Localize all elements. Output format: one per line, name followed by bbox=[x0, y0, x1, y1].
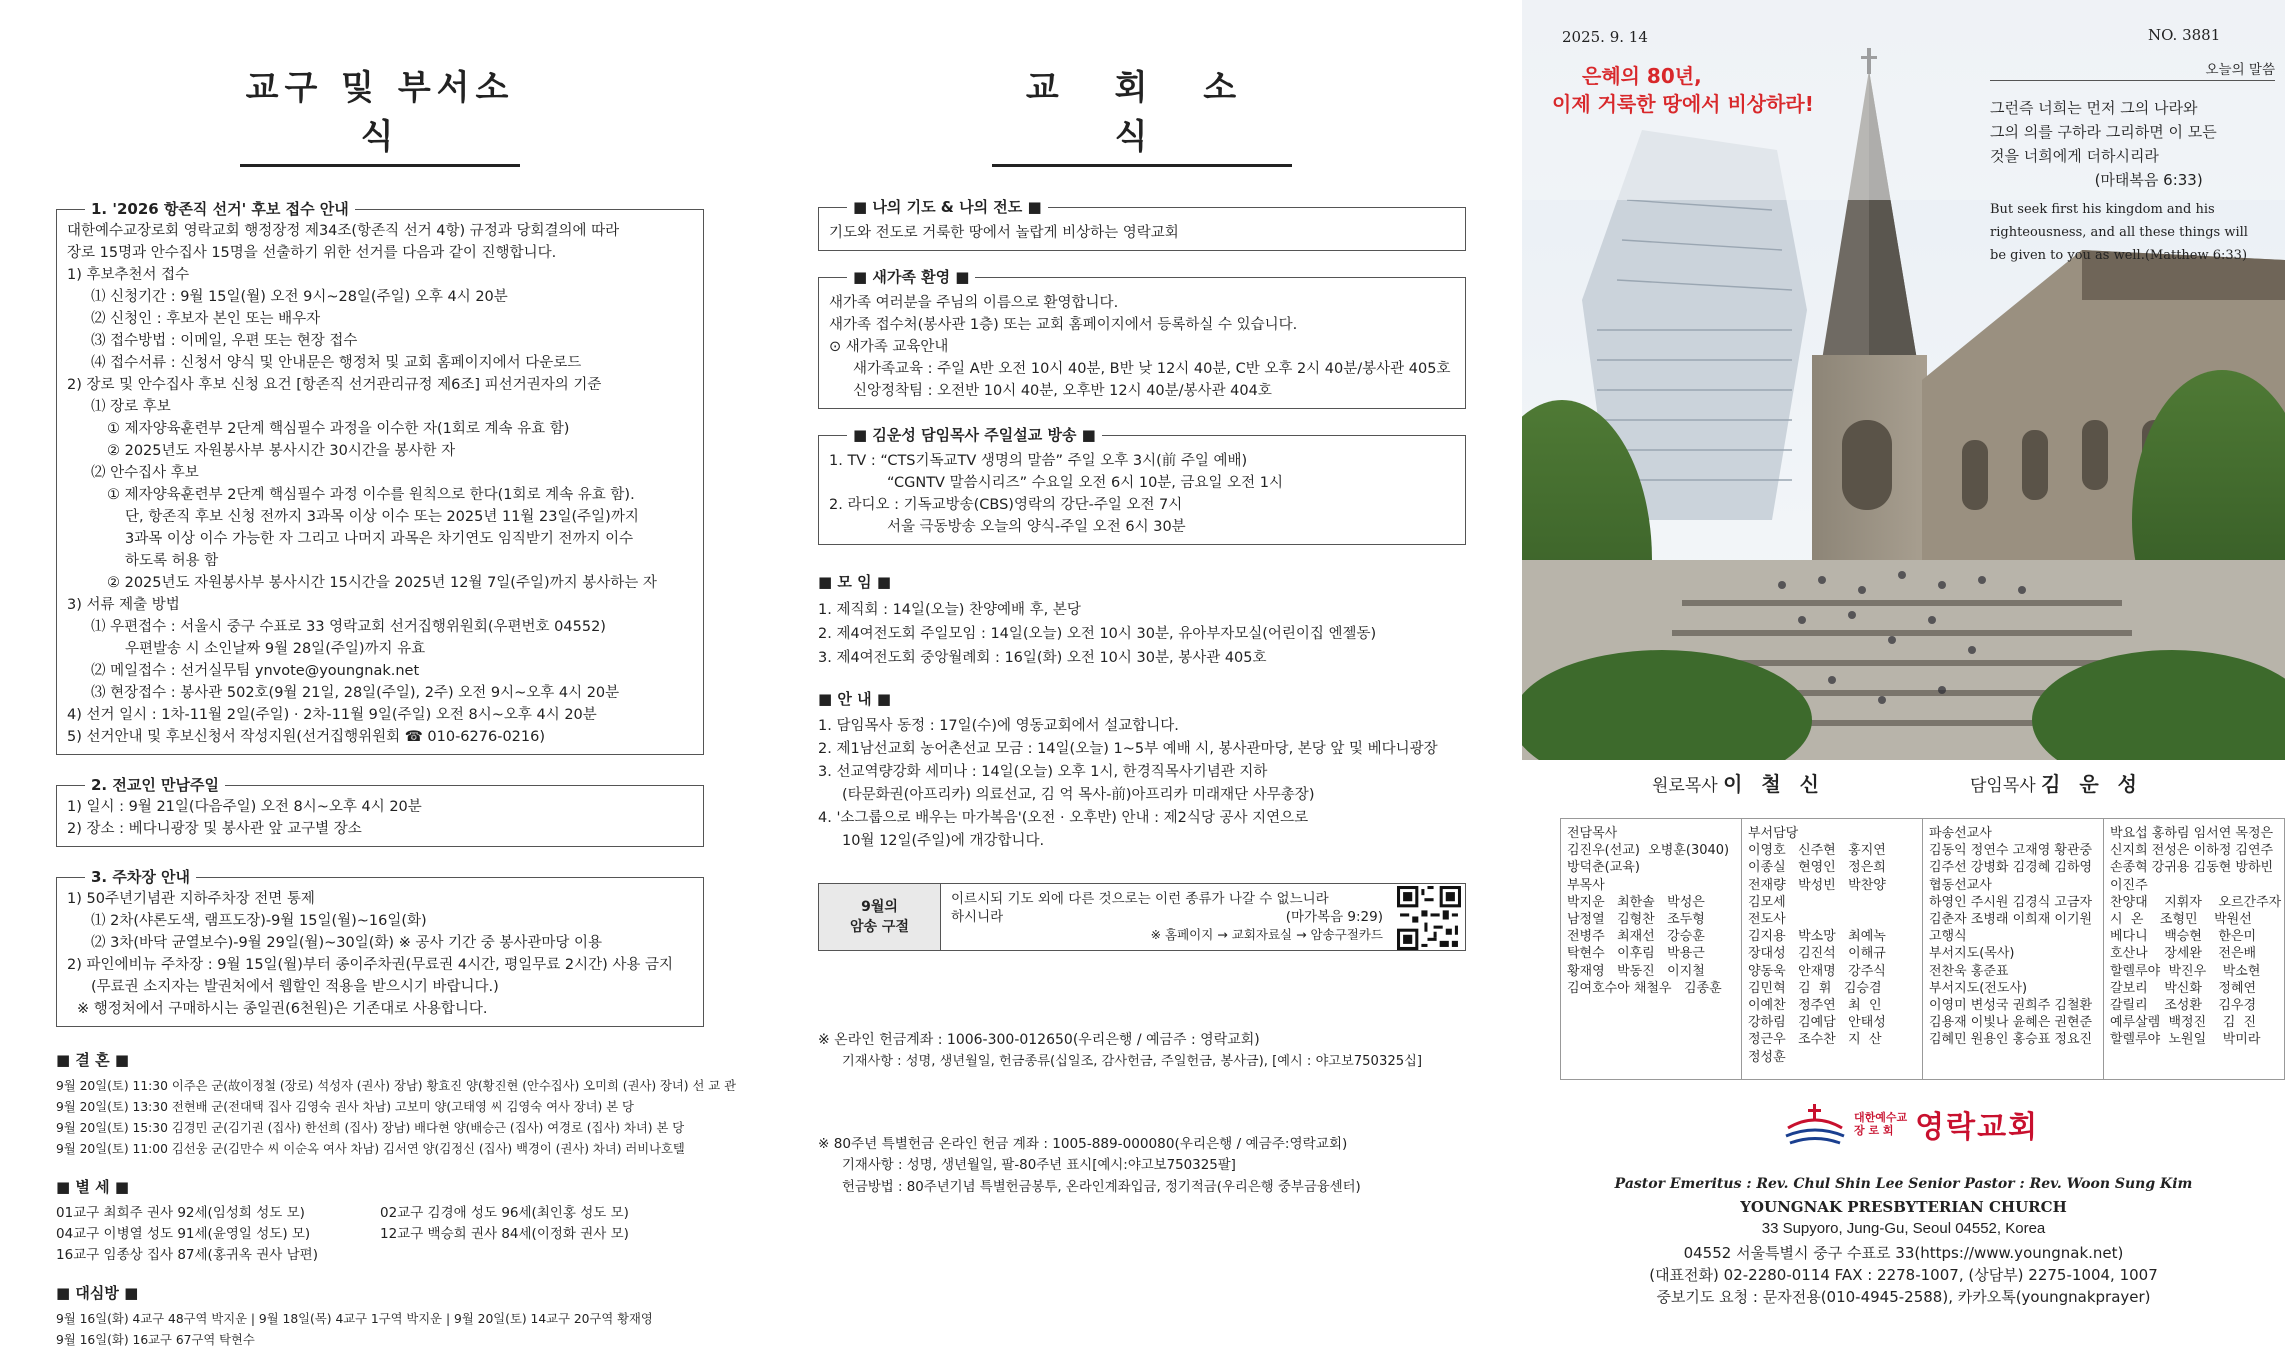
emeritus-label: 원로목사 bbox=[1652, 776, 1718, 796]
funeral-entry: 02교구 김경애 성도 96세(최인홍 성도 모) bbox=[380, 1205, 629, 1221]
election-line: ⑷ 접수서류 : 신청서 양식 및 안내문은 행정처 및 교회 홈페이지에서 다운로드 bbox=[91, 355, 582, 371]
church-logo bbox=[1784, 1102, 2039, 1146]
funeral-entry: 01교구 최희주 권사 92세(임성희 성도 모) bbox=[56, 1205, 305, 1221]
prayer-request-contact: 중보기도 요청 : 문자전용(010-4945-2588), 카카오톡(youngnakprayer) bbox=[1656, 1288, 2151, 1306]
notice-line: 10월 12일(주일)에 개강합니다. bbox=[842, 833, 1045, 849]
parking-section bbox=[56, 868, 704, 1027]
prayer-section bbox=[818, 198, 1466, 251]
memory-verse-link[interactable]: ※ 홈페이지 → 교회자료실 → 암송구절카드 bbox=[1150, 927, 1383, 942]
memory-verse-line: 하시니라 bbox=[951, 909, 1004, 925]
broadcast-section bbox=[818, 426, 1466, 545]
meeting-sunday-body bbox=[67, 796, 693, 840]
election-line: 5) 선거안내 및 후보신청서 작성지원(선거집행위원회 ☎ 010-6276-0216) bbox=[67, 729, 546, 745]
wedding-entry: 9월 20일(토) 11:00 김선웅 군(김만수 씨 이순옥 여사 차남) 김서연 양(김정신 (집사) 백경이 (권사) 차녀) 러비나호텔 bbox=[56, 1142, 685, 1156]
verse-line-en: be given to you as well.(Matthew 6:33) bbox=[1990, 248, 2248, 263]
parish-news-title: 교구 및 부서소식 bbox=[240, 60, 520, 167]
visit-list bbox=[56, 1309, 704, 1346]
wedding-entry: 9월 20일(토) 13:30 전현배 군(전대택 집사 김영숙 권사 차남) 고보미 양(고태영 씨 김영숙 여사 장녀) 본 당 bbox=[56, 1100, 634, 1114]
welcome-line: 새가족 여러분을 주님의 이름으로 환영합니다. bbox=[829, 295, 1119, 311]
welcome-line: ⊙ 새가족 교육안내 bbox=[829, 339, 949, 355]
funeral-row bbox=[56, 1203, 704, 1224]
parking-heading: 3. 주차장 안내 bbox=[85, 866, 196, 888]
online-offering-account: ※ 온라인 헌금계좌 : 1006-300-012650(우리은행 / 예금주 : 영락교회) bbox=[818, 1032, 1260, 1048]
memory-verse-ref: (마가복음 9:29) bbox=[1285, 909, 1383, 925]
parking-body bbox=[67, 888, 693, 1020]
welcome-line: 새가족교육 : 주일 A반 오전 10시 40분, B반 낮 12시 40분, C반 오후 2시 40분/봉사관 405호 bbox=[853, 361, 1451, 377]
funeral-entry: 04교구 이병열 성도 91세(윤영일 성도) 모) bbox=[56, 1226, 311, 1242]
election-line: 3과목 이상 이수 가능한 자 그리고 나머지 과목은 차기연도 임직받기 전까지 이수 bbox=[125, 531, 634, 547]
verse-line-en: But seek first his kingdom and his bbox=[1990, 202, 2215, 217]
wedding-entry: 9월 20일(토) 11:30 이주은 군(故이정철 (장로) 석성자 (권사) 장남) 황효진 양(황진현 (안수집사) 오미희 (권사) 장녀) 선 교 관 bbox=[56, 1079, 736, 1093]
funeral-entry: 12교구 백승희 권사 84세(이정화 권사 모) bbox=[380, 1226, 629, 1242]
address-english: 33 Supyoro, Jung-Gu, Seoul 04552, Korea bbox=[1761, 1220, 2046, 1237]
church-name-logo: 영락교회 bbox=[1915, 1110, 2040, 1145]
broadcast-line: 2. 라디오 : 기독교방송(CBS)영락의 강단-주일 오전 7시 bbox=[829, 497, 1183, 513]
verse-line: 것을 너희에게 더하시리라 bbox=[1990, 147, 2159, 165]
meeting-body bbox=[818, 598, 1466, 670]
anniversary-offering-guide: 기재사항 : 성명, 생년월일, 팔-80주년 표시[예시:야고보750325팔] bbox=[842, 1158, 1236, 1173]
parish-news-column bbox=[56, 0, 736, 1346]
election-heading: 1. '2026 항존직 선거' 후보 접수 안내 bbox=[85, 198, 355, 220]
parking-line: ⑴ 2차(샤론도색, 램프도장)-9월 15일(월)~16일(화) bbox=[91, 913, 427, 929]
election-line: ② 2025년도 자원봉사부 봉사시간 30시간을 봉사한 자 bbox=[107, 443, 456, 459]
election-line: ② 2025년도 자원봉사부 봉사시간 15시간을 2025년 12월 7일(주일)까지 봉사하는 자 bbox=[107, 575, 657, 591]
broadcast-line: “CGNTV 말씀시리즈” 수요일 오전 6시 10분, 금요일 오전 1시 bbox=[887, 475, 1283, 491]
election-line: 장로 15명과 안수집사 15명을 선출하기 위한 선거를 다음과 같이 진행합니다. bbox=[67, 245, 557, 261]
election-line: ⑴ 신청기간 : 9월 15일(월) 오전 9시~28일(주일) 오후 4시 20분 bbox=[91, 289, 508, 305]
emeritus-name: 이 철 신 bbox=[1723, 772, 1825, 796]
election-line: 하도록 허용 함 bbox=[125, 553, 219, 569]
notice-line: 4. '소그룹으로 배우는 마가복음'(오전 · 오후반) 안내 : 제2식당 공사 지연으로 bbox=[818, 810, 1309, 826]
meeting-heading: ■ 모 임 ■ bbox=[818, 573, 891, 591]
election-line: 3) 서류 제출 방법 bbox=[67, 597, 180, 613]
visit-entry: 9월 16일(화) 16교구 67구역 탁현수 bbox=[56, 1333, 255, 1346]
election-line: 4) 선거 일시 : 1차-11월 2일(주일) · 2차-11월 9일(주일) 오전 8시~오후 4시 20분 bbox=[67, 707, 597, 723]
election-line: ⑴ 우편접수 : 서울시 중구 수표로 33 영락교회 선거집행위원회(우편번호 04552) bbox=[91, 619, 606, 635]
funeral-row bbox=[56, 1245, 704, 1266]
senior-label: 담임목사 bbox=[1970, 776, 2036, 796]
funeral-list bbox=[56, 1203, 704, 1266]
election-line: ⑵ 메일접수 : 선거실무팀 ynvote@youngnak.net bbox=[91, 663, 420, 679]
meeting-sunday-heading: 2. 전교인 만남주일 bbox=[85, 774, 225, 796]
parking-line: 2) 파인에비뉴 주차장 : 9월 15일(월)부터 종이주차권(무료권 4시간, 평일무료 2시간) 사용 금지 bbox=[67, 957, 674, 973]
welcome-line: 새가족 접수처(봉사관 1층) 또는 교회 홈페이지에서 등록하실 수 있습니다. bbox=[829, 317, 1298, 333]
anniversary-offering-account: ※ 80주년 특별헌금 온라인 헌금 계좌 : 1005-889-000080(우리은행 / 예금주:영락교회) bbox=[818, 1136, 1348, 1152]
funeral-row bbox=[56, 1224, 704, 1245]
staff-column-choirs: 박요섭 홍하림 임서연 목정은 신지희 전성은 이하정 김연주 손종혁 강귀용 김동현 방하빈 이진주 찬양대 지휘자 오르간주자 시 온 조형민 박원선 베다니 백승현 한은미 호산나 장세완 전은배 할렐루야 박진우 박소현 갈보리 박신화 정혜연 갈릴리 조성환 김우경 예루살렘 백정진 김 진 할렐루야 노원일 박미라 bbox=[2110, 826, 2282, 1048]
election-line: ⑵ 신청인 : 후보자 본인 또는 배우자 bbox=[91, 311, 321, 327]
broadcast-line: 1. TV : “CTS기독교TV 생명의 말씀” 주일 오후 3시(前 주일 예배) bbox=[829, 453, 1248, 469]
election-body bbox=[67, 220, 693, 748]
bulletin-number: NO. 3881 bbox=[2148, 26, 2221, 44]
broadcast-heading: ■ 김운성 담임목사 주일설교 방송 ■ bbox=[847, 424, 1102, 446]
meeting-sunday-line: 2) 장소 : 베다니광장 및 봉사관 앞 교구별 장소 bbox=[67, 821, 362, 837]
staff-column-pastors: 전담목사 김진우(선교) 오병훈(3040) 방덕춘(교육) 부목사 박지운 최한솔 박성은 남정열 김형찬 조두형 전병주 최재선 강승훈 탁현수 이후림 박용근 황재영 박동진 이지철 김여호수아 채철우 김종훈 bbox=[1561, 819, 1742, 1079]
meeting-line: 1. 제직회 : 14일(오늘) 찬양예배 후, 본당 bbox=[818, 602, 1081, 618]
visit-heading: ■ 대심방 ■ bbox=[56, 1284, 139, 1302]
broadcast-line: 서울 극동방송 오늘의 양식-주일 오전 6시 30분 bbox=[887, 519, 1186, 535]
election-line: 단, 항존직 후보 신청 전까지 3과목 이상 이수 또는 2025년 11월 23일(주일)까지 bbox=[125, 509, 639, 525]
welcome-line: 신앙정착팀 : 오전반 10시 40분, 오후반 12시 40분/봉사관 404호 bbox=[853, 383, 1272, 399]
memory-verse-label-text: 암송 구절 bbox=[850, 919, 909, 935]
election-line: ⑶ 접수방법 : 이메일, 우편 또는 현장 접수 bbox=[91, 333, 358, 349]
funeral-entry: 16교구 임종상 집사 87세(홍귀옥 권사 남편) bbox=[56, 1247, 318, 1263]
motto-line-2: 이제 거룩한 땅에서 비상하라! bbox=[1552, 92, 1814, 116]
election-section bbox=[56, 200, 704, 755]
church-news-title: 교 회 소 식 bbox=[992, 60, 1292, 167]
word-of-day-english bbox=[1990, 198, 2248, 267]
anniversary-offering-method: 헌금방법 : 80주년기념 특별헌금봉투, 온라인계좌입금, 정기적금(우리은행 중부금융센터) bbox=[842, 1180, 1361, 1195]
election-line: 대한예수교장로회 영락교회 행정장정 제34조(항존직 선거 4항) 규정과 당회결의에 따라 bbox=[67, 223, 620, 239]
staff-directory bbox=[1560, 818, 2285, 1080]
address-korean[interactable]: 04552 서울특별시 중구 수표로 33(https://www.youngnak.net) bbox=[1683, 1244, 2124, 1262]
bulletin-date: 2025. 9. 14 bbox=[1562, 28, 1648, 46]
senior-name: 김 운 성 bbox=[2041, 772, 2143, 796]
notice-heading: ■ 안 내 ■ bbox=[818, 690, 891, 708]
staff-column-ministers: 부서담당 이영호 신주현 홍지연 이종실 현영인 정은희 전재량 박성빈 박찬양 김모세 전도사 김지용 박소망 최예녹 장대성 김진석 이해규 양동욱 안재명 강주식 김민혁 김 휘 김승겸 이예찬 정주연 최 인 강하림 김예담 안태성 정근우 조수찬 지 산 정성훈 bbox=[1742, 819, 1923, 1079]
online-offering-1 bbox=[818, 1029, 1466, 1073]
memory-verse-box bbox=[818, 883, 1466, 951]
parking-line: (무료권 소지자는 발권처에서 웹할인 적용을 받으시기 바랍니다.) bbox=[91, 979, 499, 995]
meeting-sunday-line: 1) 일시 : 9월 21일(다음주일) 오전 8시~오후 4시 20분 bbox=[67, 799, 422, 815]
staff-column-missionaries: 파송선교사 김동익 정연수 고재영 황관중 김주선 강병화 김경혜 김하영 협동선교사 하영인 주시원 김경식 고금자 김춘자 조병래 이희재 이기원 고행식 부서지도(목사) 전찬욱 홍준표 부서지도(전도사) 이영미 변성국 권희주 김철환 김용재 이빛나 윤혜은 권현준 김혜민 원용인 홍승표 정요진 bbox=[1923, 819, 2104, 1079]
verse-line-en: righteousness, and all these things will bbox=[1990, 225, 2248, 240]
memory-verse-text bbox=[941, 884, 1393, 950]
verse-line: 그의 의를 구하라 그리하면 이 모든 bbox=[1990, 123, 2217, 141]
parking-line: ※ 행정처에서 구매하시는 종일권(6천원)은 기존대로 사용합니다. bbox=[77, 1001, 488, 1017]
welcome-heading: ■ 새가족 환영 ■ bbox=[847, 266, 975, 288]
denomination-line: 대한예수교 bbox=[1854, 1111, 1908, 1124]
emeritus-pastor bbox=[1652, 768, 1825, 797]
prayer-heading: ■ 나의 기도 & 나의 전도 ■ bbox=[847, 196, 1048, 218]
wedding-entry: 9월 20일(토) 15:30 김경민 군(김기권 (집사) 한선희 (집사) 장남) 배다현 양(배승근 (집사) 여경로 (집사) 차녀) 본 당 bbox=[56, 1121, 685, 1135]
notice-line: (타문화권(아프리카) 의료선교, 김 억 목사-前)아프리카 미래재단 사무총장) bbox=[842, 787, 1315, 803]
election-line: ⑴ 장로 후보 bbox=[91, 399, 171, 415]
election-line: 우편발송 시 소인날짜 9월 28일(주일)까지 유효 bbox=[125, 641, 426, 657]
memory-verse-label-month: 9월의 bbox=[861, 899, 898, 915]
motto-line-1: 은혜의 80년, bbox=[1582, 64, 1702, 88]
election-line: 1) 후보추천서 접수 bbox=[67, 267, 190, 283]
election-line: ① 제자양육훈련부 2단계 핵심필수 과정 이수를 원칙으로 한다(1회로 계속 유효 함). bbox=[107, 487, 635, 503]
meeting-sunday-section bbox=[56, 776, 704, 847]
verse-line: 그런즉 너희는 먼저 그의 나라와 bbox=[1990, 99, 2198, 117]
meeting-line: 3. 제4여전도회 중앙월례회 : 16일(화) 오전 10시 30분, 봉사관 405호 bbox=[818, 650, 1267, 666]
notice-line: 1. 담임목사 동정 : 17일(수)에 영동교회에서 설교합니다. bbox=[818, 718, 1179, 734]
church-emblem-icon bbox=[1784, 1102, 1846, 1146]
wedding-list bbox=[56, 1076, 736, 1160]
anniversary-motto bbox=[1552, 62, 1814, 118]
welcome-section bbox=[818, 268, 1466, 409]
notice-line: 2. 제1남선교회 농어촌선교 모금 : 14일(오늘) 1~5부 예배 시, 봉사관마당, 본당 앞 및 베다니광장 bbox=[818, 741, 1438, 757]
election-line: 2) 장로 및 안수집사 후보 신청 요건 [항존직 선거관리규정 제6조] 피선거권자의 기준 bbox=[67, 377, 602, 393]
verse-reference: (마태복음 6:33) bbox=[2094, 171, 2203, 189]
qr-code-icon[interactable] bbox=[1397, 886, 1461, 950]
denomination-line: 장 로 회 bbox=[1854, 1124, 1894, 1137]
word-of-day-korean bbox=[1990, 96, 2217, 192]
denomination-label bbox=[1854, 1111, 1907, 1137]
memory-verse-line: 이르시되 기도 외에 다른 것으로는 이런 종류가 나갈 수 없느니라 bbox=[951, 891, 1329, 907]
meeting-line: 2. 제4여전도회 주일모임 : 14일(오늘) 오전 10시 30분, 유아부자모실(어린이집 엔젤동) bbox=[818, 626, 1377, 642]
parking-line: 1) 50주년기념관 지하주차장 전면 통제 bbox=[67, 891, 315, 907]
notice-body bbox=[818, 715, 1466, 853]
election-line: ⑵ 안수집사 후보 bbox=[91, 465, 199, 481]
pastor-names-english: Pastor Emeritus : Rev. Chul Shin Lee Senior Pastor : Rev. Woon Sung Kim bbox=[1614, 1176, 2193, 1192]
funeral-entry bbox=[380, 1245, 704, 1266]
contact-phones: (대표전화) 02-2280-0114 FAX : 2278-1007, (상담부) 2275-1004, 1007 bbox=[1649, 1266, 2158, 1284]
parking-line: ⑵ 3차(바닥 균열보수)-9월 29일(월)~30일(화) ※ 공사 기간 중 봉사관마당 이용 bbox=[91, 935, 602, 951]
election-line: ⑶ 현장접수 : 봉사관 502호(9월 21일, 28일(주일), 2주) 오전 9시~오후 4시 20분 bbox=[91, 685, 620, 701]
online-offering-2 bbox=[818, 1133, 1466, 1199]
church-photo bbox=[1522, 0, 2285, 760]
church-news-column bbox=[818, 0, 1466, 1199]
word-of-day-label: 오늘의 말씀 bbox=[1990, 58, 2275, 81]
senior-pastor bbox=[1970, 768, 2143, 797]
memory-verse-label bbox=[819, 884, 941, 950]
visit-entry: 9월 16일(화) 4교구 48구역 박지운 | 9월 18일(목) 4교구 1구역 박지운 | 9월 20일(토) 14교구 20구역 황재영 bbox=[56, 1312, 653, 1326]
prayer-text: 기도와 전도로 거룩한 땅에서 놀랍게 비상하는 영락교회 bbox=[829, 225, 1179, 241]
notice-line: 3. 선교역량강화 세미나 : 14일(오늘) 오후 1시, 한경직목사기념관 지하 bbox=[818, 764, 1268, 780]
wedding-heading: ■ 결 혼 ■ bbox=[56, 1051, 129, 1069]
election-line: ① 제자양육훈련부 2단계 핵심필수 과정을 이수한 자(1회로 계속 유효 함) bbox=[107, 421, 570, 437]
online-offering-guide: 기재사항 : 성명, 생년월일, 헌금종류(십일조, 감사헌금, 주일헌금, 봉사금), [예시 : 야고보750325십] bbox=[842, 1054, 1423, 1069]
funeral-heading: ■ 별 세 ■ bbox=[56, 1178, 129, 1196]
church-name-english: YOUNGNAK PRESBYTERIAN CHURCH bbox=[1740, 1198, 2067, 1216]
